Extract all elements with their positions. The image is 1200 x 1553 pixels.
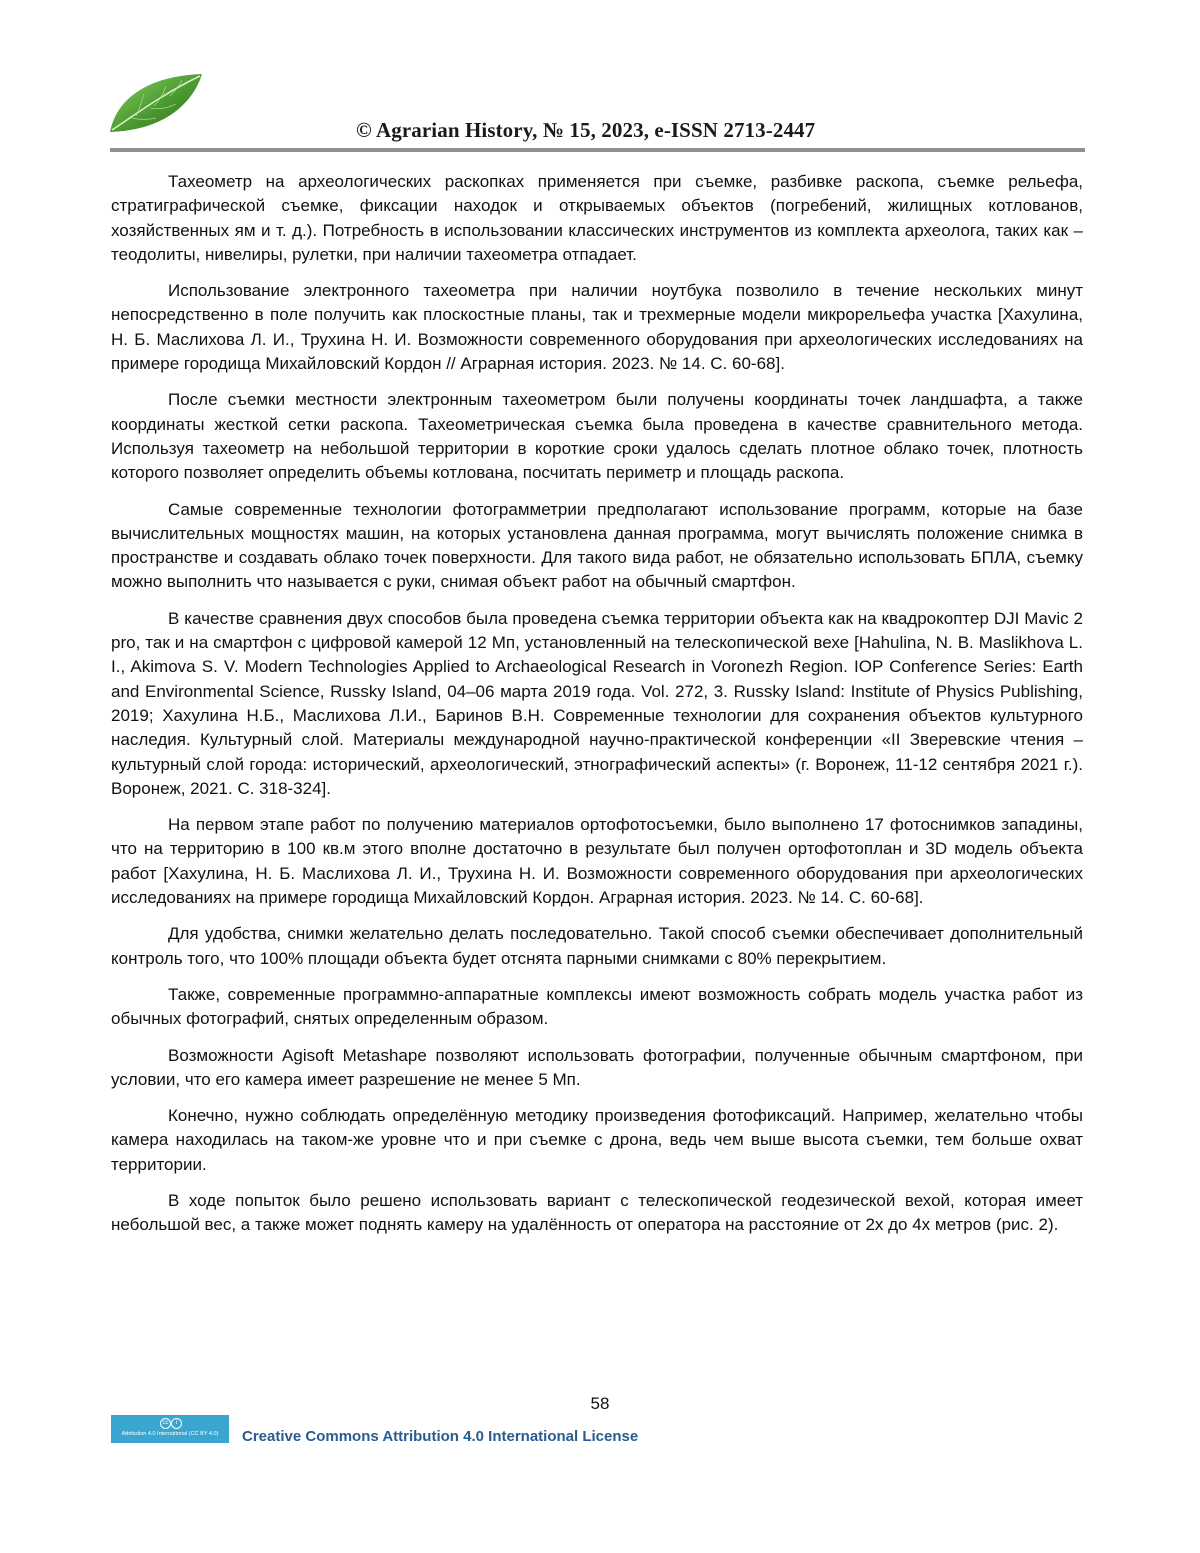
page-number: 58	[590, 1394, 610, 1413]
cc-logo-icon: cc	[160, 1418, 171, 1429]
paragraph: Для удобства, снимки желательно делать последовательно. Такой способ съемки обеспечивает дополнительный контроль того, что 100% площади объекта будет отснята парными снимками с 80% перекрытием.	[111, 924, 1083, 968]
paragraph: В ходе попыток было решено использовать вариант с телескопической геодезической вехой, которая имеет небольшой вес, а также может поднять камеру на удалённость от оператора на расстояние от 2х до 4х метров (рис. 2).	[111, 1190, 1083, 1235]
paragraph: Тахеометр на археологических раскопках применяется при съемке, разбивке раскопа, съемке рельефа, стратиграфической съемке, фиксации находок и открываемых объектов (погребений, жилищных котлованов, хозяйственных ям и т. д.). Потребность в использовании классических инструментов из комплекта археолога, таких как – теодолиты, нивелиры, рулетки, при наличии тахеометра отпадает.	[111, 172, 1083, 264]
green-leaf-icon	[106, 70, 206, 136]
header-divider	[110, 148, 1085, 152]
article-body	[111, 170, 1083, 1250]
paragraph: Самые современные технологии фотограмметрии предполагают использование программ, которые на базе вычислительных мощностях машин, на которых установлена данная программа, могут вычислять положение снимка в пространстве и создавать облако точек поверхности. Для такого вида работ, не обязательно использовать БПЛА, съемку можно выполнить что называется с руки, снимая объект работ на обычный смартфон.	[111, 499, 1083, 592]
paragraph: После съемки местности электронным тахеометром были получены координаты точек ландшафта, а также координаты жесткой сетки раскопа. Тахеометрическая съемка была проведена в качестве сравнительного метода. Используя тахеометр на небольшой территории в короткие сроки удалось сделать плотное облако точек, плотность которого позволяет определить объемы котлована, посчитать периметр и площадь раскопа.	[111, 390, 1083, 483]
creative-commons-by-icon[interactable]	[111, 1415, 229, 1443]
paragraph: В качестве сравнения двух способов была проведена съемка территории объекта как на квадрокоптер DJI Mavic 2 pro, так и на смартфон с цифровой камерой 12 Мп, установленный на телескопической вехе [Hahulina, N. B. Maslikhova L. I., Akimova S. V. Modern Technologies Applied to Archaeological Research in Voronezh Region. IOP Conference Series: Earth and Environmental Science, Russky Island, 04–06 марта 2019 года. Vol. 272, 3. Russky Island: Institute of Physics Publishing, 2019; Хахулина Н.Б., Маслихова Л.И., Баринов В.Н. Современные технологии для сохранения объектов культурного наследия. Культурный слой. Материалы международной научно-практической конференции «II Зверевские чтения – культурный слой города: исторический, археологический, этнографический аспекты» (г. Воронеж, 11-12 сентября 2021 г.). Воронеж, 2021. С. 318-324].	[111, 608, 1083, 798]
cc-by-person-icon: i	[171, 1418, 182, 1429]
paragraph: Возможности Agisoft Metashape позволяют использовать фотографии, полученные обычным смартфоном, при условии, что его камера имеет разрешение не менее 5 Мп.	[111, 1045, 1083, 1089]
paragraph: Конечно, нужно соблюдать определённую методику произведения фотофиксаций. Например, желательно чтобы камера находилась на таком-же уровне что и при съемке с дрона, ведь чем выше высота съемки, тем больше охват территории.	[111, 1106, 1083, 1174]
license-link[interactable]: Creative Commons Attribution 4.0 International License	[242, 1428, 639, 1445]
paragraph: Использование электронного тахеометра при наличии ноутбука позволило в течение нескольких минут непосредственно в поле получить как плоскостные планы, так и трехмерные модели микрорельефа участка [Хахулина, Н. Б. Маслихова Л. И., Трухина Н. И. Возможности современного оборудования при археологических исследованиях на примере городища Михайловский Кордон // Аграрная история. 2023. № 14. С. 60-68].	[111, 281, 1083, 374]
journal-title: © Agrarian History, № 15, 2023, e-ISSN 2713-2447	[356, 118, 816, 142]
paragraph: Также, современные программно-аппаратные комплексы имеют возможность собрать модель участка работ из обычных фотографий, снятых определенным образом.	[111, 984, 1083, 1029]
paragraph: На первом этапе работ по получению материалов ортофотосъемки, было выполнено 17 фотоснимков западины, что на территорию в 100 кв.м этого вполне достаточно в результате был получен ортофотоплан и 3D модель объекта работ [Хахулина, Н. Б. Маслихова Л. И., Трухина Н. И. Возможности современного оборудования при археологических исследованиях на примере городища Михайловский Кордон. Аграрная история. 2023. № 14. С. 60-68].	[111, 815, 1083, 908]
cc-badge-label: Attribution 4.0 International (CC BY 4.0)	[121, 1431, 219, 1437]
